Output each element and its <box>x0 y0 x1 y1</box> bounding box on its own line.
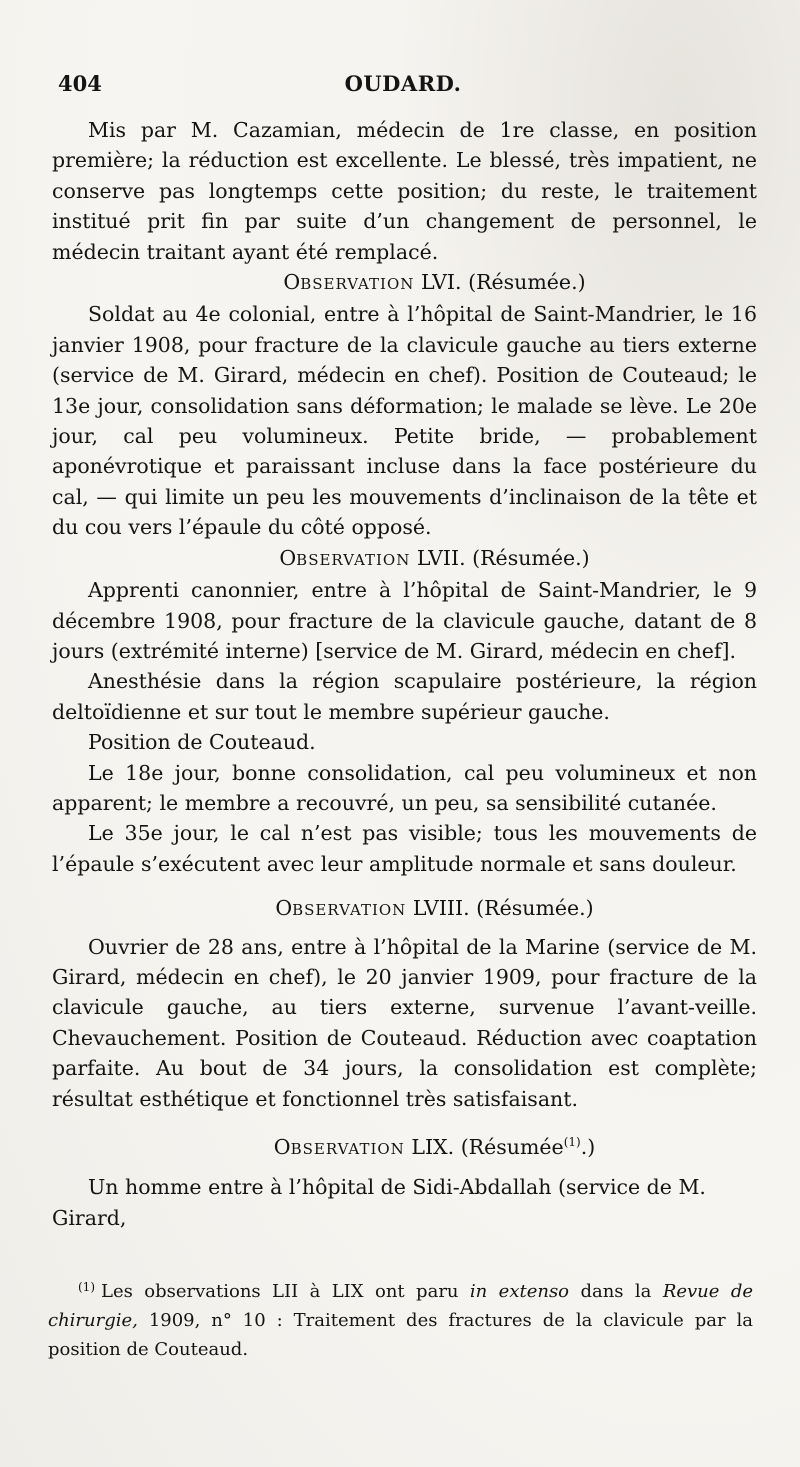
observation-heading-lviii: OBSERVATION LVIII. (Résumée.) <box>275 896 594 921</box>
observation-note: (Résumée.) <box>472 545 590 570</box>
page-number: 404 <box>58 71 102 96</box>
observation-number: LVIII. <box>412 896 470 921</box>
observation-note: (Résumée.) <box>476 896 594 921</box>
observation-text-lviii: Ouvrier de 28 ans, entre à l’hôpital de la Marine (service de M. Girard, médecin en chef), le 20 janvier 1909, pour fracture de la clavicule gauche, au tiers externe, survenue l’avant-veille. Chevauchement. Position de Couteaud. Réduction avec coaptation parfaite. Au bout de 34 jours, la consolidation est complète; résultat esthétique et fonctionnel très satisfaisant. <box>52 934 757 1111</box>
footnote: $^{(1)}$ Les observations LII à LIX ont paru in extenso dans la Revue de chirurgie, 1909, n° 10 : Traitement des fractures de la clavicule par la position de Couteaud. <box>48 1280 753 1360</box>
observation-text-lvii-4: Le 18e jour, bonne consolidation, cal peu volumineux et non apparent; le membre a recouvré, un peu, sa sensibilité cutanée. <box>52 760 757 815</box>
observation-text-lvii-5: Le 35e jour, le cal n’est pas visible; tous les mouvements de l’épaule s’exécutent avec leur amplitude normale et sans douleur. <box>52 821 757 876</box>
observation-text-lvi: Soldat au 4e colonial, entre à l’hôpital de Saint-Mandrier, le 16 janvier 1908, pour fracture de la clavicule gauche au tiers externe (service de M. Girard, médecin en chef). Position de Couteaud; le 13e jour, consolidation sans déformation; le malade se lève. Le 20e jour, cal peu volumineux. Petite bride, — probablement aponévrotique et paraissant incluse dans la face postérieure du cal, — qui limite un peu les mouvements d’inclinaison de la tête et du cou vers l’épaule du côté opposé. <box>52 302 757 540</box>
observation-number: LIX. <box>411 1135 455 1159</box>
paragraph-continuation: Mis par M. Cazamian, médecin de 1re classe, en position première; la réduction est excellente. Le blessé, très impatient, ne conserve pas longtemps cette position; du reste, le traitement institué prit fin par suite d’un changement de personnel, le médecin traitant ayant été remplacé. <box>52 118 757 264</box>
footnote-mark: (1) <box>78 1280 95 1294</box>
observation-heading-lvi: OBSERVATION LVI. (Résumée.) <box>283 270 586 295</box>
observation-text-lvii-1: Apprenti canonnier, entre à l’hôpital de Saint-Mandrier, le 9 décembre 1908, pour fracture de la clavicule gauche, datant de 8 jours (extrémité interne) [service de M. Girard, médecin en chef]. <box>52 578 757 663</box>
observation-number: LVII. <box>416 545 466 570</box>
running-title: OUDARD. <box>344 71 462 96</box>
body-text <box>52 115 757 1233</box>
observation-heading-lix: OBSERVATION LIX. (Résumée$^{(1)}$.) <box>273 1135 596 1159</box>
observation-number: LVI. <box>420 270 462 295</box>
observation-note: (Résumée$^{(1)}$.) <box>460 1135 596 1159</box>
observation-text-lvii-2: Anesthésie dans la région scapulaire postérieure, la région deltoïdienne et sur tout le membre supérieur gauche. <box>52 669 757 724</box>
journal-title: Revue de chirurgie, <box>48 1281 753 1331</box>
observation-text-lix: Un homme entre à l’hôpital de Sidi-Abdallah (service de M. Girard, <box>52 1175 706 1230</box>
observation-note: (Résumée.) <box>468 270 586 295</box>
observation-text-lvii-3: Position de Couteaud. <box>88 730 316 755</box>
footnote-reference: (1) <box>563 1135 581 1150</box>
observation-heading-lvii: OBSERVATION LVII. (Résumée.) <box>279 545 590 570</box>
